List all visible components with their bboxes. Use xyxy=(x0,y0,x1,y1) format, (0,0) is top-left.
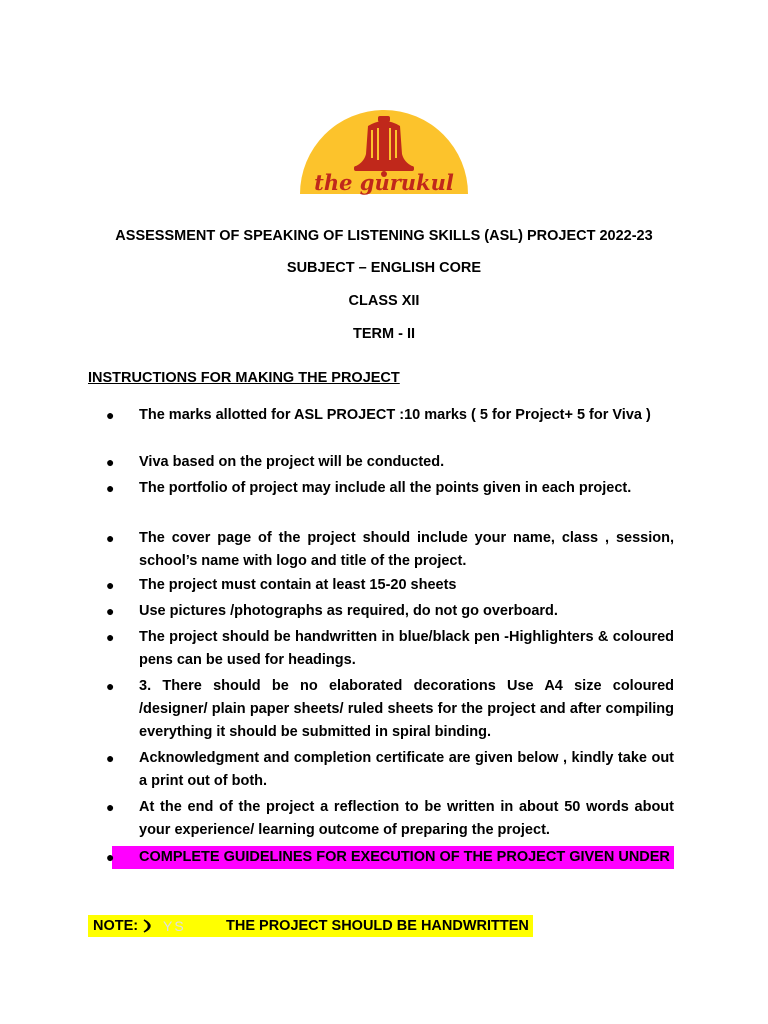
bullet-icon: ● xyxy=(106,750,115,766)
list-item: ● The portfolio of project may include all the points given in each project. xyxy=(112,477,674,500)
list-item: ● The marks allotted for ASL PROJECT :10 marks ( 5 for Project+ 5 for Viva ) xyxy=(112,404,674,427)
gurukul-logo xyxy=(298,110,470,196)
svg-text:the gurukul: the gurukul xyxy=(314,170,454,195)
bullet-icon: ● xyxy=(106,799,115,815)
list-item: ● The project should be handwritten in blue/black pen -Highlighters & coloured pens can be used for headings. xyxy=(112,626,674,672)
note-label: NOTE: xyxy=(93,918,139,934)
list-item: ● The cover page of the project should include your name, class , session, school’s name with logo and title of the project. xyxy=(112,527,674,573)
list-item: ● Use pictures /photographs as required, do not go overboard. xyxy=(112,600,674,623)
bullet-icon: ● xyxy=(106,480,115,496)
arrow-right-icon xyxy=(143,919,157,933)
bullet-icon: ● xyxy=(106,678,115,694)
subject-line: SUBJECT – ENGLISH CORE xyxy=(286,260,482,276)
list-item: ● 3. There should be no elaborated decorations Use A4 size coloured /designer/ plain paper sheets/ ruled sheets for the project and after compiling everything it should be submitted in spiral binding. xyxy=(112,675,674,744)
bullet-icon: ● xyxy=(106,530,115,546)
list-item: ● At the end of the project a reflection to be written in about 50 words about your experience/ learning outcome of preparing the project. xyxy=(112,796,674,842)
class-line: CLASS XII xyxy=(348,293,420,309)
instructions-heading: INSTRUCTIONS FOR MAKING THE PROJECT xyxy=(88,370,400,386)
bullet-icon: ● xyxy=(106,629,115,645)
list-item: ● Acknowledgment and completion certificate are given below , kindly take out a print out of both. xyxy=(112,747,674,793)
bullet-icon: ● xyxy=(106,849,115,865)
bullet-icon: ● xyxy=(106,454,115,470)
faint-watermark-text: YS xyxy=(163,918,186,934)
bullet-icon: ● xyxy=(106,577,115,593)
list-item: ● Viva based on the project will be conducted. xyxy=(112,451,674,474)
list-item-highlighted: ● COMPLETE GUIDELINES FOR EXECUTION OF THE PROJECT GIVEN UNDER xyxy=(112,846,674,869)
project-title: ASSESSMENT OF SPEAKING OF LISTENING SKILLS (ASL) PROJECT 2022-23 xyxy=(115,228,653,244)
list-item: ● The project must contain at least 15-20 sheets xyxy=(112,574,674,597)
term-line: TERM - II xyxy=(352,326,416,342)
note-banner xyxy=(88,915,533,937)
bell-logo-icon xyxy=(298,110,470,196)
bullet-icon: ● xyxy=(106,603,115,619)
bullet-icon: ● xyxy=(106,407,115,423)
note-message: THE PROJECT SHOULD BE HANDWRITTEN xyxy=(226,918,529,934)
